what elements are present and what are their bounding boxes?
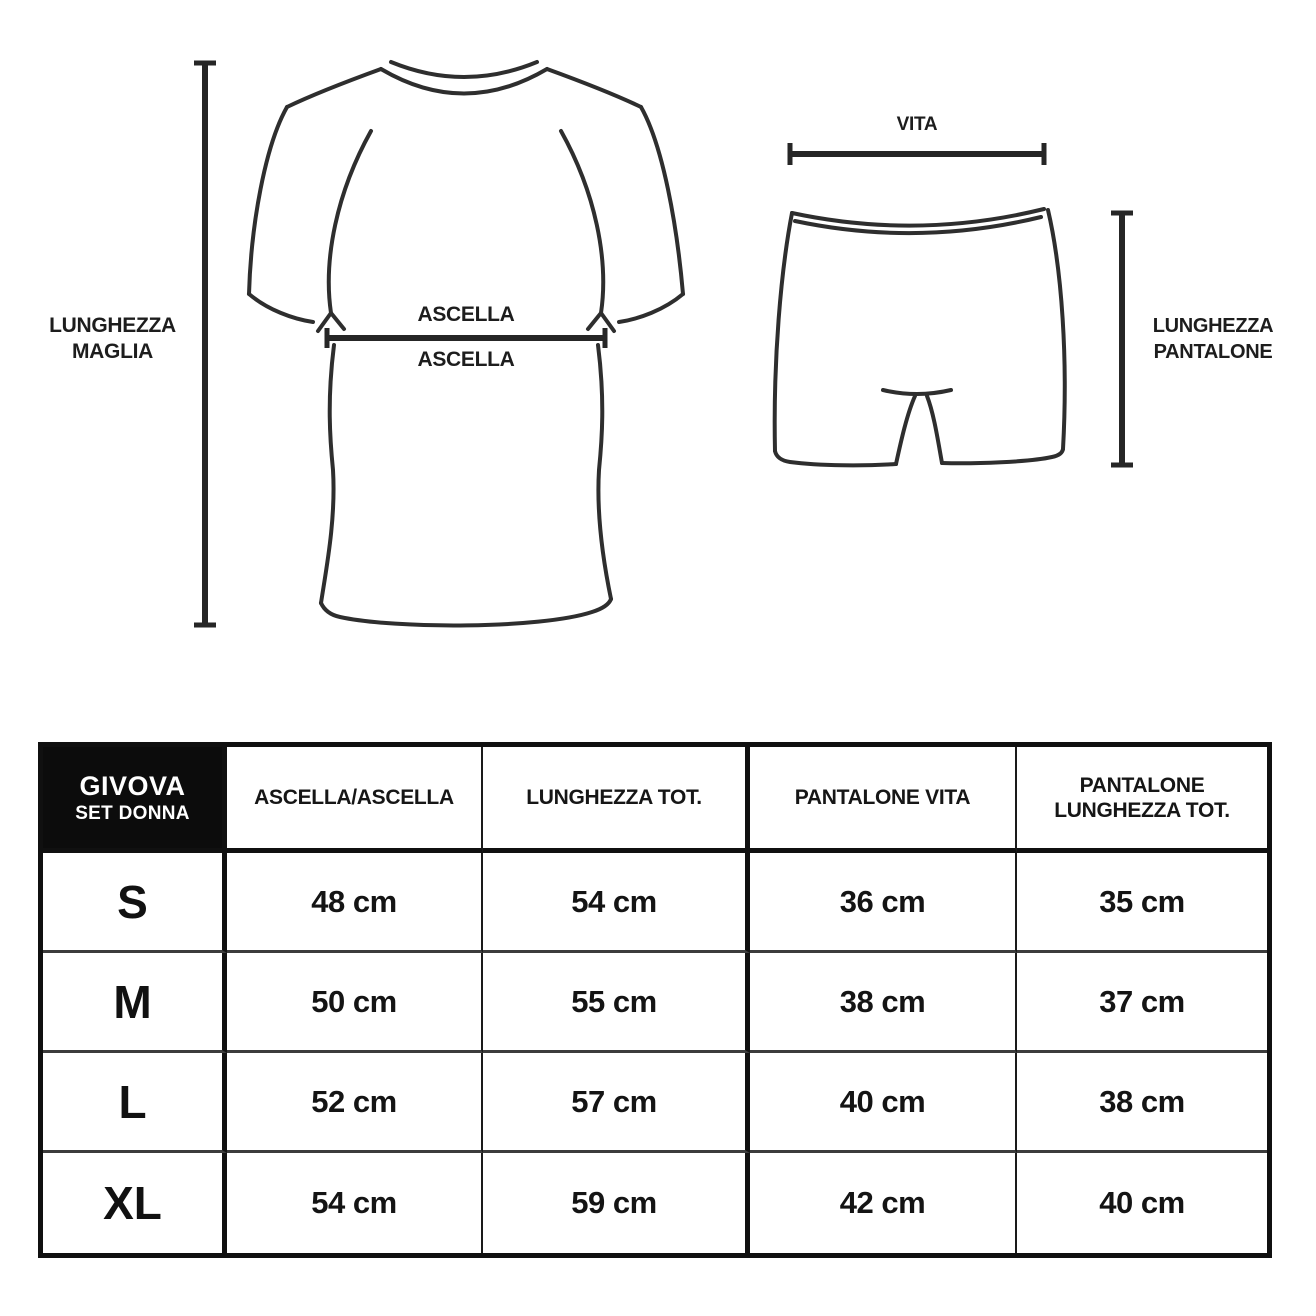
waist-measure-line (790, 143, 1044, 165)
shorts-left-hem (775, 451, 896, 465)
tshirt-left-side (321, 345, 334, 603)
shorts-length-measure-line (1111, 213, 1133, 465)
shorts-length-label-line2: PANTALONE (1153, 341, 1273, 363)
table-header-brand (43, 747, 227, 853)
tshirt-collar-top (391, 62, 537, 77)
waist-label: VITA (896, 114, 938, 135)
table-row-xl-size: XL (43, 1153, 227, 1253)
shorts-right-hem (942, 449, 1063, 463)
shorts-right-side (1048, 210, 1065, 449)
tshirt-right-side (598, 345, 611, 599)
table-row-l-pantalone-lunghezza: 38 cm (1017, 1053, 1267, 1153)
shorts-crotch-line (883, 390, 951, 394)
table-header-pantalone-vita: PANTALONE VITA (750, 747, 1017, 853)
table-header-lunghezza-tot: LUNGHEZZA TOT. (483, 747, 750, 853)
tshirt-left-armhole-seam (329, 131, 371, 313)
tshirt-left-sleeve-outer (249, 107, 287, 294)
table-row-s-pantalone-lunghezza: 35 cm (1017, 853, 1267, 953)
table-row-xl-pantalone-vita: 42 cm (750, 1153, 1017, 1253)
shorts-right-inseam (927, 396, 942, 463)
table-row-xl-lunghezza-tot: 59 cm (483, 1153, 750, 1253)
table-row-m-pantalone-vita: 38 cm (750, 953, 1017, 1053)
tshirt-right-shoulder (547, 69, 641, 107)
table-row-xl-ascella: 54 cm (227, 1153, 483, 1253)
table-row-l-size: L (43, 1053, 227, 1153)
table-header-ascella: ASCELLA/ASCELLA (227, 747, 483, 853)
tshirt-left-armpit-notch (318, 313, 344, 331)
tshirt-right-sleeve-outer (641, 107, 683, 294)
shirt-length-label-line1: LUNGHEZZA (49, 314, 176, 337)
tshirt-right-armpit-notch (588, 313, 614, 331)
shirt-length-label (25, 313, 200, 365)
tshirt-collar-bottom (381, 69, 547, 94)
tshirt-left-sleeve-cuff (249, 294, 313, 322)
product-name: SET DONNA (75, 802, 190, 824)
table-row-l-ascella: 52 cm (227, 1053, 483, 1153)
table-row-m-pantalone-lunghezza: 37 cm (1017, 953, 1267, 1053)
size-table (38, 742, 1272, 1258)
table-row-s-pantalone-vita: 36 cm (750, 853, 1017, 953)
tshirt-left-shoulder (287, 69, 381, 107)
shorts-length-label (1133, 313, 1293, 365)
table-row-xl-pantalone-lunghezza: 40 cm (1099, 1185, 1185, 1220)
table-row-s-size: S (43, 853, 227, 953)
table-row-l-pantalone-vita: 40 cm (750, 1053, 1017, 1153)
shirt-length-label-line2: MAGLIA (71, 340, 154, 363)
table-row-l-lunghezza-tot: 57 cm (483, 1053, 750, 1153)
shorts-left-side (775, 213, 792, 451)
table-header-pantalone-lunghezza: PANTALONE LUNGHEZZA TOT. (1017, 747, 1267, 853)
tshirt-right-sleeve-cuff (619, 294, 683, 322)
brand-name: GIVOVA (79, 770, 186, 801)
table-row-m-lunghezza-tot: 55 cm (483, 953, 750, 1053)
shorts-length-label-line1: LUNGHEZZA (1152, 315, 1274, 337)
table-row-s-ascella: 48 cm (227, 853, 483, 953)
shorts-outline (775, 209, 1065, 465)
tshirt-outline (249, 62, 683, 625)
table-row-m-size: M (43, 953, 227, 1053)
tshirt-hem (321, 599, 611, 625)
chest-label-bottom: ASCELLA (417, 348, 515, 371)
tshirt-right-armhole-seam (561, 131, 603, 313)
chest-measure-line (327, 328, 605, 348)
table-row-s-lunghezza-tot: 54 cm (483, 853, 750, 953)
shorts-left-inseam (896, 396, 915, 464)
chest-label-top: ASCELLA (417, 303, 515, 326)
table-row-m-ascella: 50 cm (227, 953, 483, 1053)
